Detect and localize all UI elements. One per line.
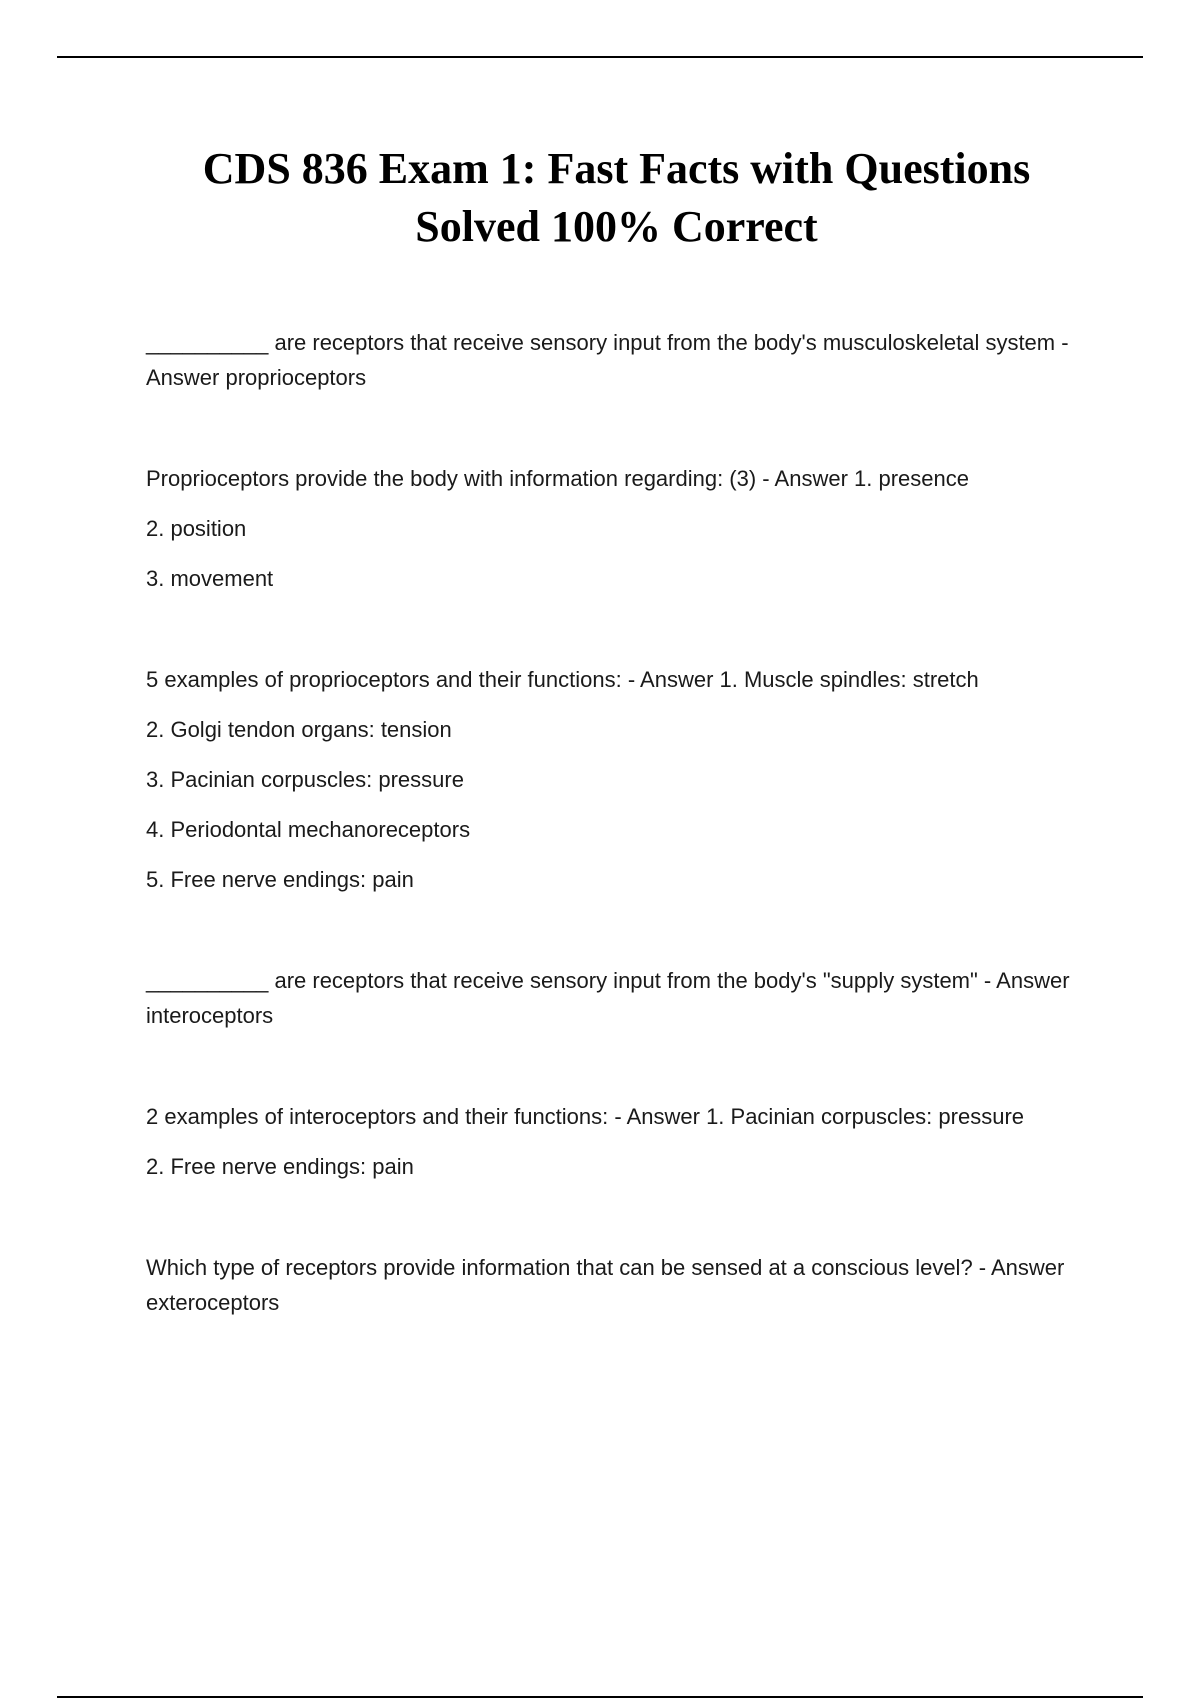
qa-item-proprioceptor-examples [146,662,1081,897]
qa-text: __________ are receptors that receive sensory input from the body's "supply system" - Answer interoceptors [146,968,1070,1028]
qa-item-proprioceptor-information [146,461,1081,596]
qa-text: 5 examples of proprioceptors and their functions: - Answer 1. Muscle spindles: stretch [146,667,979,692]
qa-item-conscious-receptors [146,1250,1081,1320]
qa-answer-line: 2. Free nerve endings: pain [146,1154,414,1179]
qa-answer-line: 3. movement [146,566,274,591]
qa-text: Which type of receptors provide information that can be sensed at a conscious level? - Answer exteroceptors [146,1255,1065,1315]
qa-answer-line: 4. Periodontal mechanoreceptors [146,817,471,842]
qa-list [146,325,1081,1320]
qa-text: Proprioceptors provide the body with information regarding: (3) - Answer 1. presence [146,466,969,491]
bottom-rule [57,1696,1143,1698]
qa-text: 2 examples of interoceptors and their functions: - Answer 1. Pacinian corpuscles: pressure [146,1104,1025,1129]
qa-answer-line: 2. Golgi tendon organs: tension [146,717,452,742]
qa-item-interoceptor-examples [146,1099,1081,1184]
title-line-1: CDS 836 Exam 1: Fast Facts with Questions [202,144,1031,193]
document-title [100,140,1133,256]
qa-item-interoceptors-definition [146,963,1081,1033]
qa-answer-line: 5. Free nerve endings: pain [146,867,414,892]
title-line-2: Solved 100% Correct [415,202,818,251]
qa-answer-line: 3. Pacinian corpuscles: pressure [146,767,464,792]
top-rule [57,56,1143,58]
qa-answer-line: 2. position [146,516,247,541]
qa-item-proprioceptors-definition [146,325,1081,395]
qa-text: __________ are receptors that receive sensory input from the body's musculoskeletal system - Answer proprioceptors [146,330,1069,390]
